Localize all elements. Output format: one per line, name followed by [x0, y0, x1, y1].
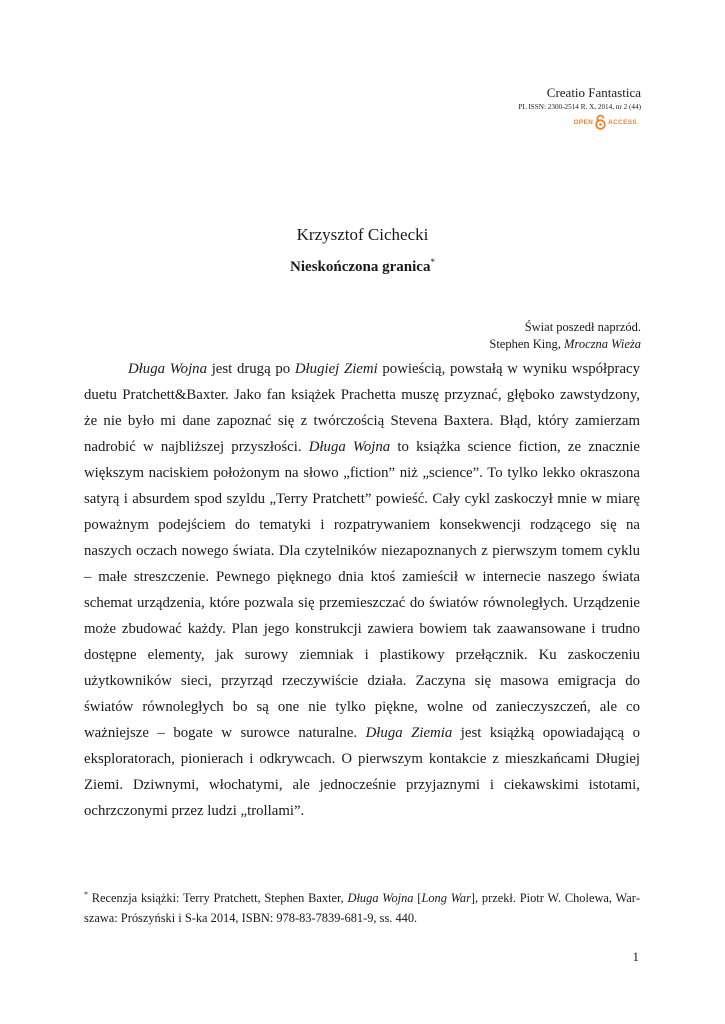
- footnote-text: [: [413, 891, 422, 906]
- footnote-original-title: Long War: [421, 891, 471, 906]
- footnote-book-title: Długa Wojna: [347, 891, 414, 906]
- article-title: [0, 257, 725, 276]
- book-title: Długiej Ziemi: [294, 361, 378, 377]
- author-name: Krzysztof Cichecki: [296, 225, 429, 244]
- title-footnote-mark: *: [430, 257, 435, 267]
- text-run: to książka science fiction, ze znacznie większym naciskiem położonym na słowo „fiction” niż „science”. To tylko lekko okraszona satyrą i absurdem spod szyldu „Terry Pratchett” powieść. Cały cykl zaskoczył mnie w miarę poważnym podejściem do tematyki i rozpatrywaniem konsekwencji rodzącego się na naszych oczach nowego świata. Dla czytelników niezapoznanych z pierwszym tomem cyklu – małe streszczenie. Pewnego pięknego dnia ktoś zamieścił w internecie naszego świata schemat urządzenia, które pozwala się przemieszczać do światów równoległych. Urządzenie może zbudować każdy. Plan jego konstrukcji zawiera bowiem tak zaawansowane i trudno dostępne elementy, jak surowy ziemniak i plastikowy przełącznik. Ku zaskoczeniu użytkowników sieci, przyrząd rzeczywiście działa. Zaczyna się masowa emigracja do światów równoległych bo są one nie tylko piękne, wolne od zanieczyszczeń, ale co ważniejsze – bogate w surowce naturalne.: [84, 439, 640, 741]
- body-paragraph: [84, 356, 640, 824]
- text-run: jest drugą po: [206, 361, 295, 377]
- text-run: powieścią, powstałą w wyniku współpracy duetu Pratchett&Baxter. Jako fan książek Prachetta muszę przyznać, głęboko zawstydzony, że nie było mi dane zapoznać się z twórczością Stevena Baxtera. Błąd, który zamierzam nadrobić w najbliższej przyszłości.: [84, 361, 640, 455]
- epigraph-work: Mroczna Wieża: [564, 337, 641, 351]
- footnote-text: ], przekł. Piotr W. Cholewa, Warszawa: Prószyński i S-ka 2014, ISBN: 978-83-7839-681-9, ss. 440.: [84, 891, 641, 926]
- book-title: Długa Wojna: [128, 361, 207, 377]
- epigraph-author: Stephen King,: [489, 337, 565, 351]
- epigraph-quote: Świat poszedł naprzód.: [524, 320, 641, 334]
- open-access-left-text: OPEN: [573, 118, 594, 126]
- open-access-lock-icon: [595, 114, 606, 130]
- footnote-text: Recenzja książki: Terry Pratchett, Stephen Baxter,: [88, 891, 348, 906]
- footnote: [84, 885, 640, 928]
- open-access-right-text: ACCESS: [608, 118, 637, 126]
- journal-name: Creatio Fantastica: [546, 85, 641, 100]
- text-run: jest książką opowiadającą o eksploratorach, pionierach i odkrywcach. O pierwszym kontakcie z mieszkańcami Długiej Ziemi. Dziwnymi, włochatymi, ale jednocześnie przyjaznymi i ciekawskimi istotami, ochrzczonymi przez ludzi „trollami”.: [84, 725, 640, 819]
- issn-line: PL ISSN: 2300-2514 R. X, 2014, nr 2 (44): [518, 103, 641, 111]
- main-text: [84, 356, 640, 824]
- book-title: Długa Wojna: [308, 439, 391, 455]
- page-number: 1: [632, 949, 639, 964]
- epigraph-source: [489, 336, 641, 353]
- book-title: Długa Ziemia: [365, 725, 453, 741]
- title-text: Nieskończona granica: [290, 259, 431, 275]
- epigraph: [489, 319, 641, 353]
- open-access-logo: [518, 114, 637, 130]
- footnote-mark: *: [84, 890, 88, 899]
- journal-header: [518, 84, 641, 130]
